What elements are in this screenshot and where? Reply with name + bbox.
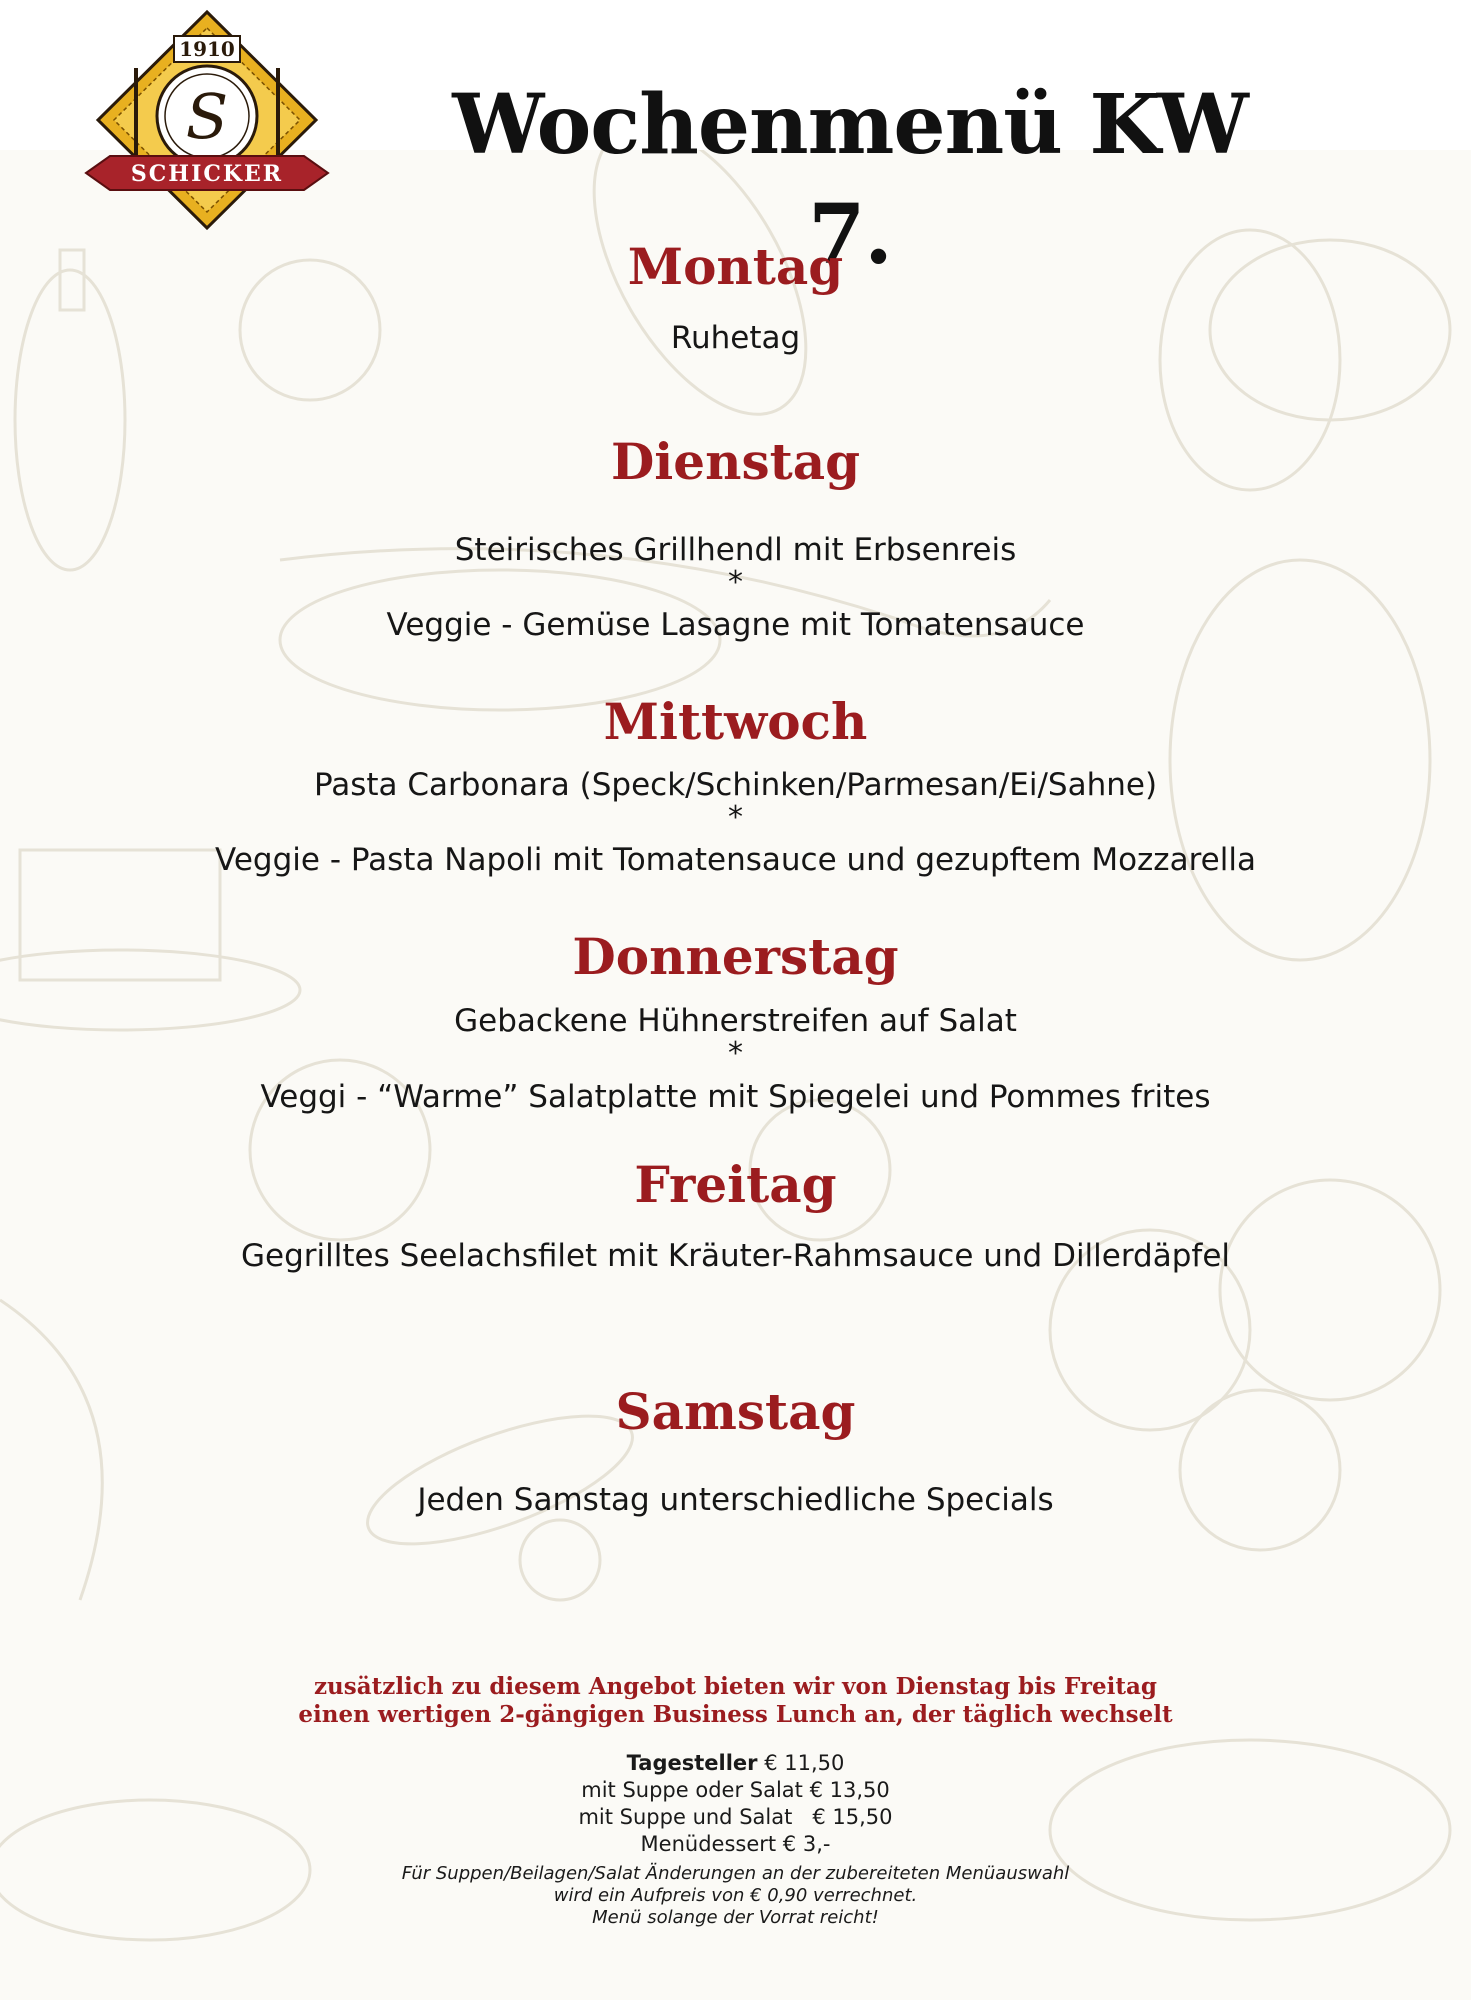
montag-item: Ruhetag [670,320,801,356]
price-suppe-und-salat: mit Suppe und Salat € 15,50 [578,1805,893,1829]
day-heading-mittwoch: Mittwoch [603,692,868,751]
logo-year: 1910 [179,37,235,61]
dish-separator: * [728,800,743,835]
donnerstag-main-dish: Gebackene Hühnerstreifen auf Salat [454,1003,1017,1039]
dish-separator: * [728,1036,743,1071]
fine-print-line3: Menü solange der Vorrat reicht! [592,1907,879,1928]
dienstag-veggie-dish: Veggie - Gemüse Lasagne mit Tomatensauce [386,607,1085,643]
day-heading-freitag: Freitag [634,1155,837,1214]
donnerstag-veggie-dish: Veggi - “Warme” Salatplatte mit Spiegelei und Pommes frites [260,1079,1211,1115]
day-heading-donnerstag: Donnerstag [572,927,899,986]
business-lunch-note-line1: zusätzlich zu diesem Angebot bieten wir von Dienstag bis Freitag [314,1673,1157,1700]
price-suppe-oder-salat: mit Suppe oder Salat € 13,50 [581,1778,890,1802]
fine-print-line2: wird ein Aufpreis von € 0,90 verrechnet. [553,1885,918,1906]
mittwoch-veggie-dish: Veggie - Pasta Napoli mit Tomatensauce und gezupftem Mozzarella [215,842,1256,878]
logo-monogram: S [185,80,229,153]
samstag-item: Jeden Samstag unterschiedliche Specials [417,1482,1054,1518]
logo-name: SCHICKER [130,161,284,187]
dish-separator: * [728,565,743,600]
dienstag-main-dish: Steirisches Grillhendl mit Erbsenreis [454,532,1017,568]
freitag-main-dish: Gegrilltes Seelachsfilet mit Kräuter-Rahmsauce und Dillerdäpfel [240,1238,1231,1274]
schicker-logo [84,8,330,230]
day-heading-dienstag: Dienstag [610,432,861,491]
tagesteller-label: Tagesteller [626,1751,758,1775]
business-lunch-note-line2: einen wertigen 2-gängigen Business Lunch an, der täglich wechselt [298,1701,1173,1728]
fine-print-line1: Für Suppen/Beilagen/Salat Änderungen an der zubereiteten Menüauswahl [401,1863,1070,1884]
page-title: Wochenmenü KW 7. [452,77,1248,283]
day-heading-samstag: Samstag [615,1382,856,1441]
day-heading-montag: Montag [627,237,844,296]
price-tagesteller [0,1750,1471,1777]
tagesteller-price: € 11,50 [764,1751,845,1775]
mittwoch-main-dish: Pasta Carbonara (Speck/Schinken/Parmesan/Ei/Sahne) [313,767,1158,803]
price-dessert: Menüdessert € 3,- [640,1832,831,1856]
